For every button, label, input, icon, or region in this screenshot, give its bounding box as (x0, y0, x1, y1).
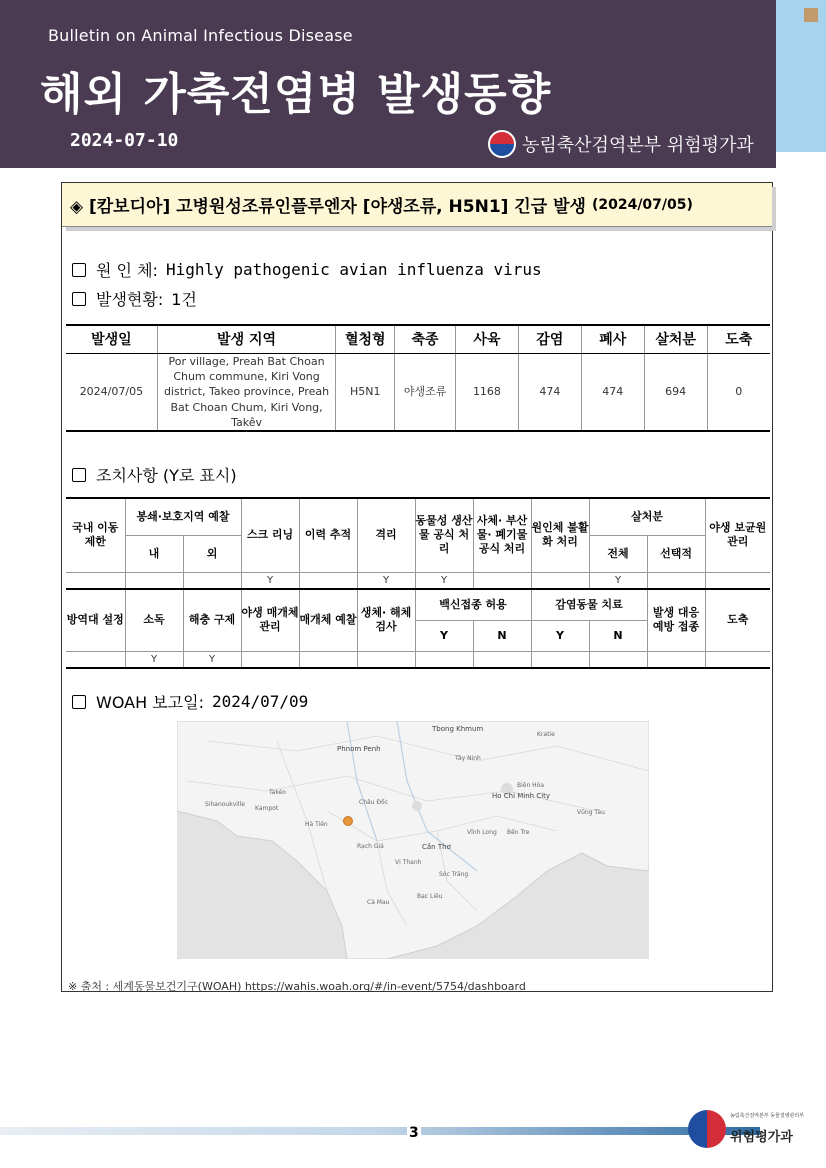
mark-cell: Y (589, 572, 647, 589)
footer-org-small: 농림축산검역본부 동물질병관리부 (730, 1113, 805, 1119)
cull-selective-header: 선택적 (647, 536, 705, 572)
measures-header-row-2 (66, 589, 770, 620)
mark-cell: Y (125, 651, 183, 668)
animal-products-header: 동물성 생산물 공식 처리 (415, 498, 473, 572)
map-label: Sihanoukville (205, 801, 245, 808)
bulletin-title: 해외 가축전염병 발생동향 (40, 69, 552, 120)
taeguk-circle-icon (688, 1110, 726, 1148)
page-header (0, 0, 776, 168)
header-cell: 발생 지역 (157, 325, 336, 353)
org-label (488, 130, 754, 158)
map-label: Takéo (269, 789, 286, 796)
deaths-cell: 474 (581, 353, 644, 431)
mark-cell (66, 651, 125, 668)
response-vaccination-header: 발생 대응 예방 접종 (647, 589, 705, 651)
outbreak-date-cell: 2024/07/05 (66, 353, 157, 431)
map-label: Cà Mau (367, 899, 390, 906)
serotype-cell: H5N1 (336, 353, 395, 431)
status-line (72, 287, 197, 310)
map-label: Ho Chi Minh City (492, 792, 551, 800)
mark-cell: Y (415, 572, 473, 589)
mark-cell (531, 572, 589, 589)
header-cell: 사육 (456, 325, 519, 353)
checkbox-square-icon (72, 263, 86, 277)
report-frame (61, 182, 773, 992)
map-label: Kratie (537, 731, 555, 738)
mark-cell (241, 651, 299, 668)
species-cell: 야생조류 (395, 353, 456, 431)
measures-line (72, 463, 237, 486)
mark-cell (531, 651, 589, 668)
map-label: Vĩnh Long (467, 829, 497, 836)
map-label: Tây Ninh (455, 755, 481, 762)
mark-cell (357, 651, 415, 668)
inactivation-header: 원인체 불활화 처리 (531, 498, 589, 572)
treatment-header: 감염동물 치료 (531, 589, 647, 620)
table-row (66, 572, 770, 589)
checkbox-square-icon (72, 468, 86, 482)
vaccine-n-header: N (473, 620, 531, 651)
cause-label: 원 인 체: (96, 261, 158, 280)
mark-cell (647, 572, 705, 589)
map-label: Tbong Khmum (432, 725, 484, 733)
map-label: Sóc Trăng (439, 871, 469, 878)
ante-post-mortem-header: 생체· 해체 검사 (357, 589, 415, 651)
mark-cell (415, 651, 473, 668)
map-label: Châu Đốc (359, 799, 388, 806)
table-row (66, 651, 770, 668)
header-side-block (776, 0, 826, 152)
table-row (66, 353, 770, 431)
header-cell: 살처분 (644, 325, 707, 353)
map-label: Bến Tre (507, 829, 530, 836)
mark-cell (473, 651, 531, 668)
map-land-svg (177, 721, 649, 959)
org-name: 농림축산검역본부 위험평가과 (522, 135, 754, 156)
carcass-header: 사체· 부산물· 폐기물 공식 처리 (473, 498, 531, 572)
treatment-y-header: Y (531, 620, 589, 651)
outbreak-map (177, 721, 649, 959)
outbreak-location-cell: Por village, Preah Bat Choan Chum commune, Kiri Vong district, Takeo province, Preah Bat Choan Chum, Kiri Vong, Takêv (157, 353, 336, 431)
footer-org-big: 위험평가과 (730, 1130, 793, 1145)
header-cell: 발생일 (66, 325, 157, 353)
map-label: Bạc Liêu (417, 893, 443, 900)
status-value: 1건 (171, 290, 197, 309)
cull-all-header: 전체 (589, 536, 647, 572)
wild-vector-header: 야생 매개체 관리 (241, 589, 299, 651)
header-cell: 도축 (707, 325, 770, 353)
treatment-n-header: N (589, 620, 647, 651)
measures-label: 조치사항 (Y로 표시) (96, 466, 237, 485)
news-title-date: (2024/07/05) (591, 196, 693, 213)
outbreak-header-row (66, 325, 770, 353)
mark-cell: Y (357, 572, 415, 589)
pest-header: 해충 구제 (183, 589, 241, 651)
header-cell: 축종 (395, 325, 456, 353)
map-label: Vũng Tàu (577, 809, 605, 816)
zoning-header: 방역대 설정 (66, 589, 125, 651)
trace-header: 이력 추적 (299, 498, 357, 572)
map-label: Cần Thơ (422, 843, 451, 851)
woah-date: 2024/07/09 (211, 692, 309, 711)
mark-cell (647, 651, 705, 668)
header-cell: 혈청형 (336, 325, 395, 353)
header-cell: 폐사 (581, 325, 644, 353)
header-cell: 감염 (518, 325, 581, 353)
mark-cell: Y (241, 572, 299, 589)
woah-label: WOAH 보고일: (96, 693, 204, 712)
outbreak-location-marker-icon (343, 816, 353, 826)
slaughter-header: 도축 (705, 589, 770, 651)
mark-cell (589, 651, 647, 668)
checkbox-square-icon (72, 695, 86, 709)
bulletin-subtitle: Bulletin on Animal Infectious Disease (48, 26, 353, 45)
mark-cell (705, 651, 770, 668)
woah-line (72, 690, 308, 713)
measures-header-row (66, 498, 770, 536)
mark-cell (299, 651, 357, 668)
vector-surveillance-header: 매개체 예찰 (299, 589, 357, 651)
mark-cell (473, 572, 531, 589)
map-label: Rạch Giá (357, 843, 384, 850)
zone-header: 봉쇄·보호지역 예찰 (125, 498, 241, 536)
cause-line (72, 258, 542, 281)
map-label: Hà Tiên (305, 821, 328, 828)
movement-header: 국내 이동 제한 (66, 498, 125, 572)
corner-square (804, 8, 818, 22)
map-label: Vị Thanh (395, 859, 422, 866)
measures-table (66, 497, 770, 669)
zone-out-header: 외 (183, 536, 241, 572)
mark-cell (125, 572, 183, 589)
susceptible-cell: 1168 (456, 353, 519, 431)
bulletin-date: 2024-07-10 (70, 130, 179, 151)
cases-cell: 474 (518, 353, 581, 431)
screening-header: 스크 리닝 (241, 498, 299, 572)
vaccine-header: 백신접종 허용 (415, 589, 531, 620)
outbreak-table (66, 324, 770, 432)
vaccine-y-header: Y (415, 620, 473, 651)
news-title: ◈ [캄보디아] 고병원성조류인플루엔자 [야생조류, H5N1] 긴급 발생 (70, 197, 586, 217)
source-citation: ※ 출처 : 세계동물보건기구(WOAH) https://wahis.woah.org/#/in-event/5754/dashboard (68, 980, 526, 993)
page-number: 3 (409, 1125, 419, 1141)
checkbox-square-icon (72, 292, 86, 306)
map-label: Biên Hòa (517, 782, 545, 789)
mark-cell (705, 572, 770, 589)
news-title-bar (62, 183, 772, 227)
status-label: 발생현황: (96, 290, 164, 309)
footer-bar (0, 1127, 760, 1135)
cause-value: Highly pathogenic avian influenza virus (165, 260, 542, 279)
wild-reservoir-header: 야생 보균원 관리 (705, 498, 770, 572)
mark-cell (66, 572, 125, 589)
disinfection-header: 소독 (125, 589, 183, 651)
quarantine-header: 격리 (357, 498, 415, 572)
killed-cell: 694 (644, 353, 707, 431)
taeguk-logo-icon (488, 130, 516, 158)
zone-in-header: 내 (125, 536, 183, 572)
footer-logo (688, 1110, 818, 1150)
mark-cell (299, 572, 357, 589)
mark-cell (183, 572, 241, 589)
mark-cell: Y (183, 651, 241, 668)
culling-header: 살처분 (589, 498, 705, 536)
map-label: Phnom Penh (337, 745, 381, 753)
map-label: Kampot (255, 805, 279, 812)
slaughtered-cell: 0 (707, 353, 770, 431)
